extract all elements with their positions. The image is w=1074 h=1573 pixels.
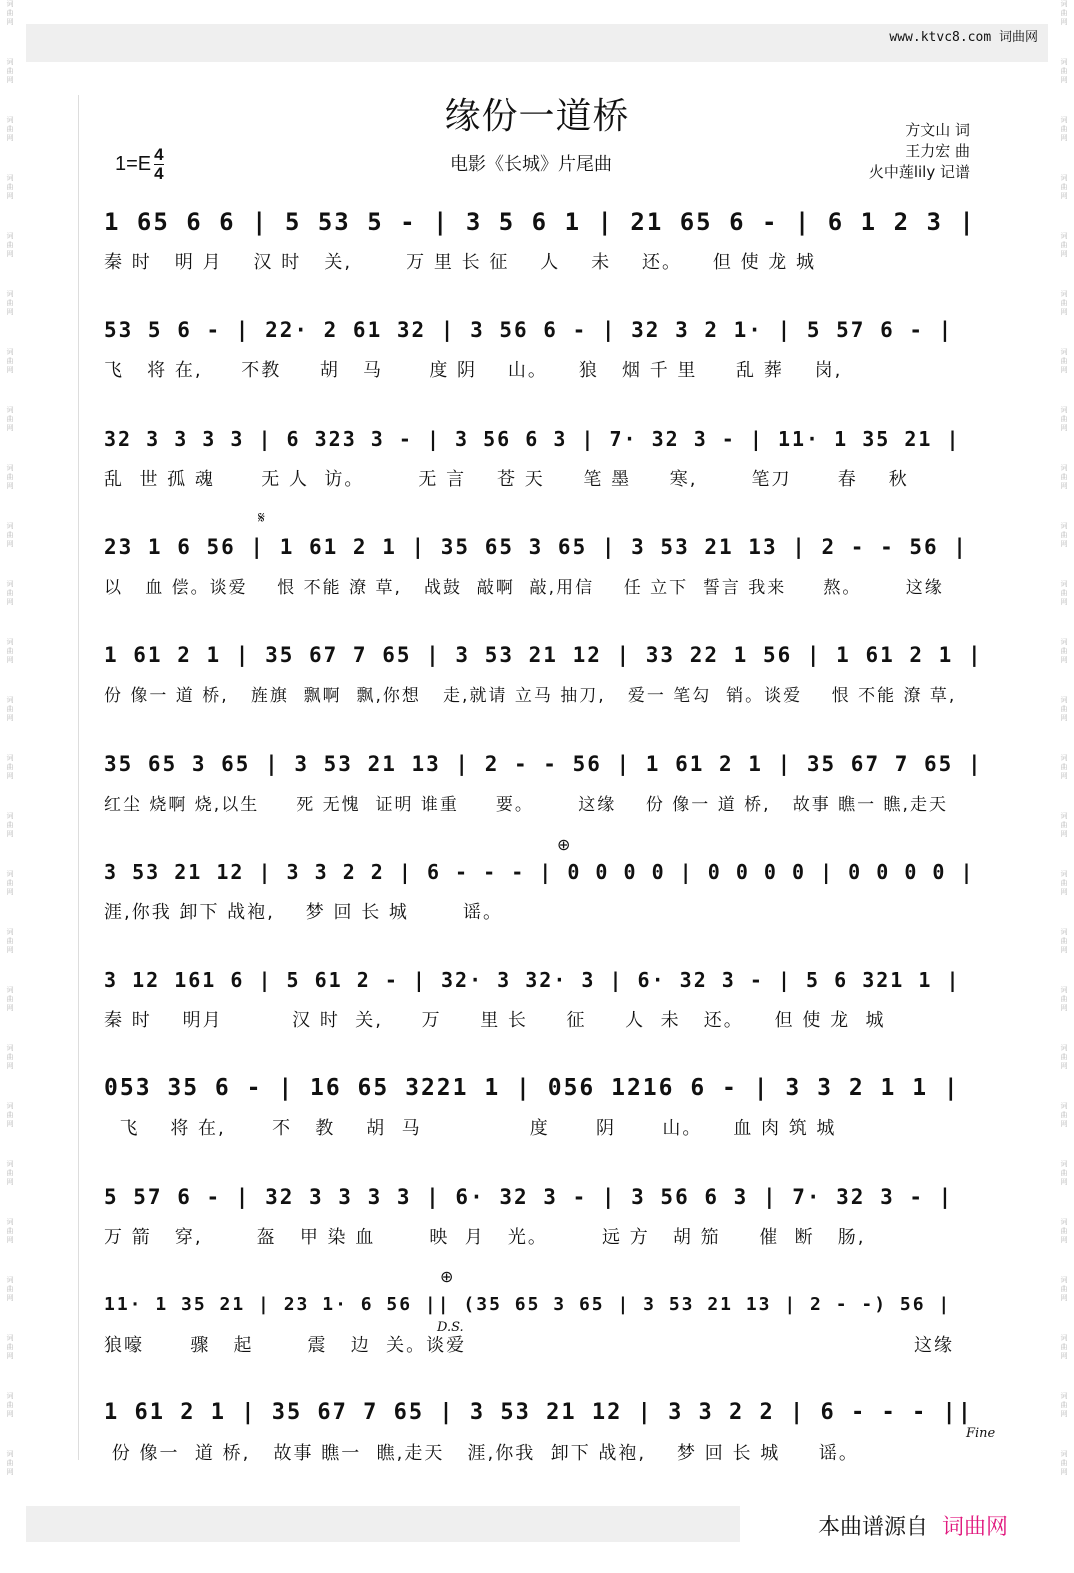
score-line xyxy=(104,517,984,625)
watermark-text: 词 曲 网 xyxy=(1060,174,1068,200)
transcriber-credit: 火中莲lily 记谱 xyxy=(868,163,970,181)
notation-row: 3 12 161 6 | 5 61 2 - | 32· 3 32· 3 | 6· 32 3 - | 5 6 321 1 | xyxy=(104,968,961,993)
watermark-text: 词 曲 网 xyxy=(1060,986,1068,1012)
score-line xyxy=(104,1167,984,1275)
watermark-text: 词 曲 网 xyxy=(1060,290,1068,316)
notation-row: 3 53 21 12 | 3 3 2 2 | 6 - - - | 0 0 0 0 | 0 0 0 0 | 0 0 0 0 | xyxy=(104,859,975,884)
lyricist-credit: 方文山 词 xyxy=(905,121,970,139)
site-name: 词曲网 xyxy=(998,30,1038,45)
song-subtitle: 电影《长城》片尾曲 xyxy=(450,154,612,175)
watermark-text: 词 曲 网 xyxy=(1060,638,1068,664)
time-bottom: 4 xyxy=(154,164,164,183)
watermark-text: 词 曲 网 xyxy=(6,348,14,374)
watermark-text: 词 曲 网 xyxy=(6,406,14,432)
watermark-text: 词 曲 网 xyxy=(6,522,14,548)
watermark-text: 词 曲 网 xyxy=(6,1160,14,1186)
watermark-text: 词 曲 网 xyxy=(1060,464,1068,490)
watermark-text: 词 曲 网 xyxy=(6,58,14,84)
score-line xyxy=(104,842,984,950)
score-line xyxy=(104,1383,984,1491)
notation-row: 53 5 6 - | 22· 2 61 32 | 3 56 6 - | 32 3 2 1· | 5 57 6 - | xyxy=(104,318,954,343)
notation-row: 23 1 6 56 | 1 61 2 1 | 35 65 3 65 | 3 53 21 13 | 2 - - 56 | xyxy=(104,534,968,559)
watermark-text: 词 曲 网 xyxy=(6,1044,14,1070)
lyrics-row: 份 像一 道 桥, 故事 瞧一 瞧,走天 涯,你我 卸下 战袍, 梦 回 长 城 谣。 xyxy=(104,1443,859,1465)
watermark-text: 词 曲 网 xyxy=(1060,580,1068,606)
watermark-text: 词 曲 网 xyxy=(6,1218,14,1244)
key-label: 1=E xyxy=(115,152,152,175)
notation-row: 32 3 3 3 3 | 6 323 3 - | 3 56 6 3 | 7· 32 3 - | 11· 1 35 21 | xyxy=(104,426,961,451)
watermark-text: 词 曲 网 xyxy=(6,1334,14,1360)
source-brand[interactable]: 词曲网 xyxy=(942,1515,1009,1540)
score-line xyxy=(104,625,984,733)
source-label: 本曲谱源自 xyxy=(818,1515,929,1540)
notation-row: 1 61 2 1 | 35 67 7 65 | 3 53 21 12 | 3 3 2 2 | 6 - - - || xyxy=(104,1400,973,1426)
score-line xyxy=(104,734,984,842)
watermark-text: 词 曲 网 xyxy=(1060,116,1068,142)
lyrics-row: 秦 时 明 月 汉 时 关, 万 里 长 征 人 未 还。 但 使 龙 城 xyxy=(104,252,817,273)
watermark-text: 词 曲 网 xyxy=(6,1276,14,1302)
lyrics-row: 以 血 偿。谈爱 恨 不能 潦 草, 战鼓 敲啊 敲,用信 任 立下 誓言 我来 熬。 这缘 xyxy=(104,577,944,598)
bottom-banner xyxy=(26,1506,740,1542)
score-line xyxy=(104,300,984,408)
watermark-text: 词 曲 网 xyxy=(6,638,14,664)
watermark-text: 词 曲 网 xyxy=(1060,522,1068,548)
watermark-text: 词 曲 网 xyxy=(6,0,14,26)
lyrics-row: 份 像一 道 桥, 旌旗 飘啊 飘,你想 走,就请 立马 抽刀, 爱一 笔勾 销。谈爱 恨 不能 潦 草, xyxy=(104,686,957,707)
watermark-text: 词 曲 网 xyxy=(6,754,14,780)
score-line xyxy=(104,192,984,300)
watermark-text: 词 曲 网 xyxy=(6,232,14,258)
watermark-text: 词 曲 网 xyxy=(1060,1102,1068,1128)
notation-row: 11· 1 35 21 | 23 1· 6 56 || (35 65 3 65 | 3 53 21 13 | 2 - -) 56 | xyxy=(104,1294,952,1315)
score-line xyxy=(104,409,984,517)
lyrics-row: 飞 将 在, 不 教 胡 马 度 阴 山。 血 肉 筑 城 xyxy=(104,1118,837,1140)
watermark-text: 词 曲 网 xyxy=(1060,1450,1068,1476)
key-signature xyxy=(115,146,164,183)
notation-row: 053 35 6 - | 16 65 3221 1 | 056 1216 6 - | 3 3 2 1 1 | xyxy=(104,1075,960,1102)
watermark-text: 词 曲 网 xyxy=(1060,0,1068,26)
time-top: 4 xyxy=(154,145,164,164)
watermark-text: 词 曲 网 xyxy=(6,870,14,896)
source-credit xyxy=(818,1510,1008,1541)
watermark-text: 词 曲 网 xyxy=(6,116,14,142)
lyrics-row: 飞 将 在, 不教 胡 马 度 阴 山。 狼 烟 千 里 乱 葬 岗, xyxy=(104,360,843,382)
score-line xyxy=(104,1275,984,1383)
watermark-text: 词 曲 网 xyxy=(1060,812,1068,838)
time-signature xyxy=(154,146,163,183)
watermark-text: 词 曲 网 xyxy=(6,1102,14,1128)
credits xyxy=(869,120,970,183)
coda-mark-1: ⊕ xyxy=(557,837,571,854)
composer-credit: 王力宏 曲 xyxy=(905,142,970,160)
watermark-text: 词 曲 网 xyxy=(1060,58,1068,84)
lyrics-row: 红尘 烧啊 烧,以生 死 无愧 证明 谁重 要。 这缘 份 像一 道 桥, 故事 瞧一 瞧,走天 xyxy=(104,794,948,815)
watermark-text: 词 曲 网 xyxy=(1060,1392,1068,1418)
notation-row: 1 61 2 1 | 35 67 7 65 | 3 53 21 12 | 33 22 1 56 | 1 61 2 1 | xyxy=(104,643,983,668)
lyrics-row: 秦 时 明月 汉 时 关, 万 里 长 征 人 未 还。 但 使 龙 城 xyxy=(104,1010,886,1032)
fine-mark: Fine xyxy=(966,1426,996,1441)
watermark-text: 词 曲 网 xyxy=(1060,348,1068,374)
watermark-text: 词 曲 网 xyxy=(1060,1334,1068,1360)
watermark-text: 词 曲 网 xyxy=(1060,232,1068,258)
watermark-text: 词 曲 网 xyxy=(6,290,14,316)
watermark-text: 词 曲 网 xyxy=(6,1392,14,1418)
ds-mark: D.S. xyxy=(437,1320,464,1335)
right-watermark-strip xyxy=(1057,0,1071,1573)
lyrics-row: 涯,你我 卸下 战袍, 梦 回 长 城 谣。 xyxy=(104,901,503,923)
watermark-text: 词 曲 网 xyxy=(1060,754,1068,780)
watermark-text: 词 曲 网 xyxy=(6,1450,14,1476)
coda-mark-2: ⊕ xyxy=(440,1269,454,1286)
left-watermark-strip xyxy=(3,0,17,1573)
watermark-text: 词 曲 网 xyxy=(6,812,14,838)
segno-mark: 𝄋 xyxy=(258,510,265,527)
watermark-text: 词 曲 网 xyxy=(1060,1160,1068,1186)
watermark-text: 词 曲 网 xyxy=(1060,870,1068,896)
top-banner xyxy=(26,24,1048,62)
watermark-text: 词 曲 网 xyxy=(1060,1276,1068,1302)
site-url[interactable] xyxy=(889,26,1038,45)
song-title: 缘份一道桥 xyxy=(444,96,630,137)
watermark-text: 词 曲 网 xyxy=(1060,928,1068,954)
notation-row: 1 65 6 6 | 5 53 5 - | 3 5 6 1 | 21 65 6 - | 6 1 2 3 | xyxy=(104,208,976,236)
lyrics-row: 万 箭 穿, 盔 甲 染 血 映 月 光。 远 方 胡 笳 催 断 肠, xyxy=(104,1226,866,1248)
score-line xyxy=(104,950,984,1058)
lyrics-row: 乱 世 孤 魂 无 人 访。 无 言 苍 天 笔 墨 寒, 笔刀 春 秋 xyxy=(104,468,909,490)
watermark-text: 词 曲 网 xyxy=(6,696,14,722)
site-domain: www.ktvc8.com xyxy=(889,30,992,45)
watermark-text: 词 曲 网 xyxy=(6,174,14,200)
notation-row: 5 57 6 - | 32 3 3 3 3 | 6· 32 3 - | 3 56 6 3 | 7· 32 3 - | xyxy=(104,1184,954,1209)
watermark-text: 词 曲 网 xyxy=(6,986,14,1012)
watermark-text: 词 曲 网 xyxy=(1060,1218,1068,1244)
watermark-text: 词 曲 网 xyxy=(6,928,14,954)
notation-row: 35 65 3 65 | 3 53 21 13 | 2 - - 56 | 1 61 2 1 | 35 67 7 65 | xyxy=(104,751,983,776)
watermark-text: 词 曲 网 xyxy=(6,464,14,490)
watermark-text: 词 曲 网 xyxy=(1060,406,1068,432)
score-line xyxy=(104,1058,984,1166)
watermark-text: 词 曲 网 xyxy=(1060,696,1068,722)
watermark-text: 词 曲 网 xyxy=(1060,1044,1068,1070)
watermark-text: 词 曲 网 xyxy=(6,580,14,606)
lyrics-row: 狼嚎 骤 起 震 边 关。谈爱 这缘 xyxy=(104,1335,955,1356)
